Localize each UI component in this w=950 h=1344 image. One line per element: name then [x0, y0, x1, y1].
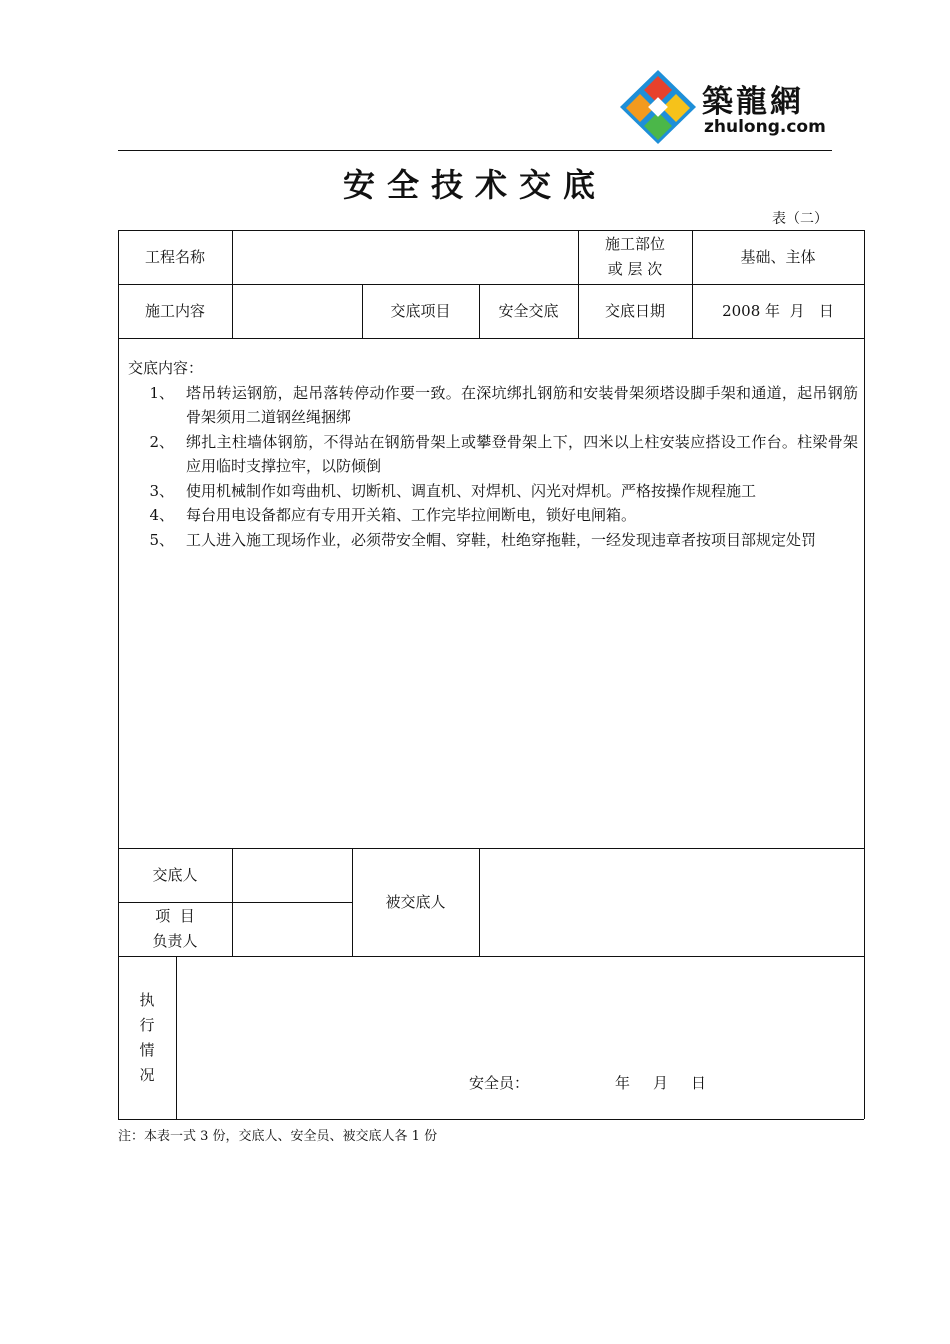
table-border-left: [118, 230, 119, 1119]
table-border-bottom: [118, 1119, 864, 1120]
table-line: [232, 848, 233, 956]
table-line: [176, 956, 177, 1119]
location-label-line1: 施工部位: [604, 235, 665, 253]
leader-label-line1: 项 目: [155, 907, 195, 925]
list-item-number: 2、: [149, 432, 174, 451]
location-value: 基础、主体: [740, 247, 816, 266]
receiver-label: 被交底人: [385, 892, 446, 911]
location-label-line2: 或 层 次: [607, 260, 663, 278]
list-item-number: 3、: [149, 481, 174, 500]
date-day: 日: [691, 1074, 707, 1092]
date-value: 2008 年 月 日: [722, 301, 834, 320]
list-item: [128, 503, 858, 528]
list-item: [128, 430, 858, 479]
project-name-value: [232, 230, 578, 284]
logo-chinese-text: 築龍網: [702, 84, 804, 120]
table-line: [118, 338, 864, 339]
execution-label-char: 情: [139, 1041, 155, 1059]
list-item: [128, 479, 858, 504]
execution-label-char: 行: [139, 1016, 155, 1034]
work-content-value: [232, 284, 362, 338]
list-item: [128, 528, 858, 553]
location-label: [578, 230, 692, 284]
work-content-label: 施工内容: [144, 301, 205, 320]
project-name-label: 工程名称: [144, 247, 205, 266]
date-month: 月: [653, 1074, 669, 1092]
table-line: [479, 848, 480, 956]
content-heading: 交底内容：: [128, 359, 204, 377]
leader-label: [118, 902, 232, 956]
table-border-right: [864, 230, 865, 1119]
list-item-text: 使用机械制作如弯曲机、切断机、调直机、对焊机、闪光对焊机。严格按操作规程施工: [186, 481, 757, 500]
list-item-text: 工人进入施工现场作业，必须带安全帽、穿鞋，杜绝穿拖鞋，一经发现违章者按项目部规定处罚: [186, 530, 817, 549]
discloser-label: 交底人: [152, 865, 198, 884]
list-item: [128, 381, 858, 430]
page-title: 安全技术交底: [342, 166, 607, 204]
list-item-number: 5、: [149, 530, 174, 549]
table-line: [118, 956, 864, 957]
list-item-text: 塔吊转运钢筋，起吊落转停动作要一致。在深坑绑扎钢筋和安装骨架须塔设脚手架和通道，起吊钢筋骨架须用二道钢丝绳捆绑: [186, 383, 858, 426]
item-label: 交底项目: [390, 301, 451, 320]
list-item-text: 绑扎主柱墙体钢筋，不得站在钢筋骨架上或攀登骨架上下，四米以上柱安装应搭设工作台。柱梁骨架应用临时支撑拉牢，以防倾倒: [186, 432, 858, 475]
execution-label-char: 执: [139, 991, 155, 1009]
header-rule: [118, 150, 832, 151]
footer-note: 注：本表一式 3 份，交底人、安全员、被交底人各 1 份: [118, 1129, 438, 1144]
execution-label-char: 况: [139, 1066, 155, 1084]
list-item-number: 4、: [149, 506, 174, 524]
date-year: 年: [615, 1074, 631, 1092]
form-number: 表（二）: [772, 211, 828, 227]
item-value: 安全交底: [498, 301, 559, 320]
zhulong-logo: [618, 66, 833, 148]
logo-english-text: zhulong.com: [704, 117, 826, 137]
disclosure-content: [128, 356, 858, 552]
list-item-number: 1、: [149, 383, 174, 402]
leader-label-line2: 负责人: [152, 932, 198, 950]
list-item-text: 每台用电设备都应有专用开关箱、工作完毕拉闸断电，锁好电闸箱。: [186, 506, 637, 524]
date-label: 交底日期: [604, 301, 665, 320]
safety-officer-label: 安全员：: [469, 1074, 530, 1092]
logo-emblem-icon: [618, 68, 698, 146]
execution-label: [118, 988, 176, 1088]
